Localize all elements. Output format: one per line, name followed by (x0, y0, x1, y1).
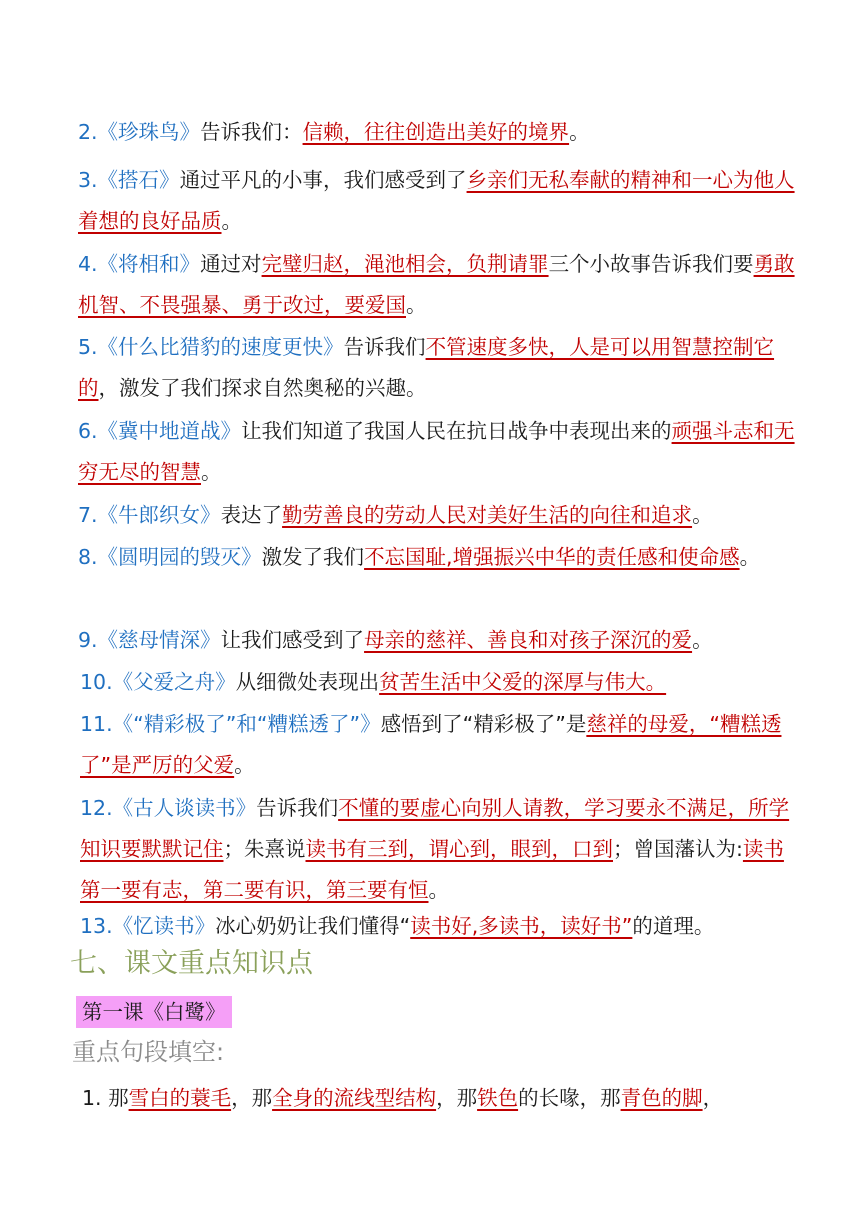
lesson-title: 10.《父爱之舟》 (80, 670, 236, 694)
answer-text: 勤劳善良的劳动人民对美好生活的向往和追求 (282, 503, 693, 527)
lesson-title: 13.《忆读书》 (80, 914, 216, 938)
answer-text: 完璧归赵，渑池相会，负荆请罪 (261, 252, 549, 276)
lesson-title: 6.《冀中地道战》 (78, 419, 242, 443)
answer-text: 母亲的慈祥、善良和对孩子深沉的爱 (364, 628, 693, 652)
answer-text: 不忘国耻,增强振兴中华的责任感和使命感 (364, 545, 740, 569)
section-title: 七、课文重点知识点 (70, 948, 313, 979)
answer-text: 雪白的蓑毛 (128, 1086, 232, 1110)
item-3: 3.《搭石》通过平凡的小事，我们感受到了乡亲们无私奉献的精神和一心为他人着想的良好品质。 (78, 168, 795, 233)
lesson-title: 11.《“精彩极了”和“糟糕透了”》 (80, 712, 381, 736)
answer-text: 铁色 (477, 1086, 519, 1110)
answer-text: 勇敢机智、不畏强暴、勇于改过，要爱国 (78, 252, 795, 317)
item-5: 5.《什么比猎豹的速度更快》告诉我们不管速度多快，人是可以用智慧控制它的，激发了我们探求自然奥秘的兴趣。 (78, 335, 775, 400)
item-2: 2.《珍珠鸟》告诉我们：信赖，往往创造出美好的境界。 (78, 120, 590, 144)
item-8: 8.《圆明园的毁灭》激发了我们不忘国耻,增强振兴中华的责任感和使命感。 (78, 545, 761, 569)
item-11: 11.《“精彩极了”和“糟糕透了”》感悟到了“精彩极了”是慈祥的母爱，“糟糕透了”是严厉的父爱。 (80, 712, 782, 777)
lesson-title: 8.《圆明园的毁灭》 (78, 545, 262, 569)
answer-text: 不懂的要虚心向别人请教，学习要永不满足，所学知识要默默记住 (80, 796, 790, 861)
fill-item-1: 1. 那雪白的蓑毛，那全身的流线型结构，那铁色的长喙，那青色的脚， (82, 1086, 724, 1110)
answer-text: 全身的流线型结构 (272, 1086, 437, 1110)
item-7: 7.《牛郎织女》表达了勤劳善良的劳动人民对美好生活的向往和追求。 (78, 503, 713, 527)
lesson-title: 7.《牛郎织女》 (78, 503, 221, 527)
lesson-label: 第一课《白鹭》 (76, 996, 232, 1028)
answer-text: 信赖，往往创造出美好的境界 (302, 120, 570, 144)
item-12: 12.《古人谈读书》告诉我们不懂的要虚心向别人请教，学习要永不满足，所学知识要默默记住；朱熹说读书有三到，谓心到，眼到，口到；曾国藩认为:读书第一要有志，第二要有识，第三要有恒。 (80, 796, 790, 902)
answer-text: 读书第一要有志，第二要有识，第三要有恒 (80, 837, 784, 902)
item-4: 4.《将相和》通过对完璧归赵，渑池相会，负荆请罪三个小故事告诉我们要勇敢机智、不畏强暴、勇于改过，要爱国。 (78, 252, 795, 317)
answer-text: 乡亲们无私奉献的精神和一心为他人着想的良好品质 (78, 168, 795, 233)
subheading: 重点句段填空: (72, 1038, 225, 1066)
answer-text: 贫苦生活中父爱的深厚与伟大。 (379, 670, 667, 694)
item-10: 10.《父爱之舟》从细微处表现出贫苦生活中父爱的深厚与伟大。 (80, 670, 667, 694)
lesson-title: 12.《古人谈读书》 (80, 796, 257, 820)
item-9: 9.《慈母情深》让我们感受到了母亲的慈祥、善良和对孩子深沉的爱。 (78, 628, 713, 652)
lesson-title: 5.《什么比猎豹的速度更快》 (78, 335, 344, 359)
answer-text: 顽强斗志和无穷无尽的智慧 (78, 419, 795, 484)
answer-text: 青色的脚 (620, 1086, 703, 1110)
lesson-title: 9.《慈母情深》 (78, 628, 221, 652)
lesson-title: 2.《珍珠鸟》 (78, 120, 201, 144)
item-6: 6.《冀中地道战》让我们知道了我国人民在抗日战争中表现出来的顽强斗志和无穷无尽的智慧。 (78, 419, 795, 484)
answer-text: 读书有三到，谓心到，眼到，口到 (305, 837, 613, 861)
answer-text: 读书好,多读书，读好书” (410, 914, 633, 938)
lesson-title: 4.《将相和》 (78, 252, 201, 276)
lesson-title: 3.《搭石》 (78, 168, 180, 192)
item-13: 13.《忆读书》冰心奶奶让我们懂得“读书好,多读书，读好书”的道理。 (80, 914, 715, 938)
answer-text: 不管速度多快，人是可以用智慧控制它的 (78, 335, 775, 400)
answer-text: 慈祥的母爱，“糟糕透了”是严厉的父爱 (80, 712, 782, 777)
